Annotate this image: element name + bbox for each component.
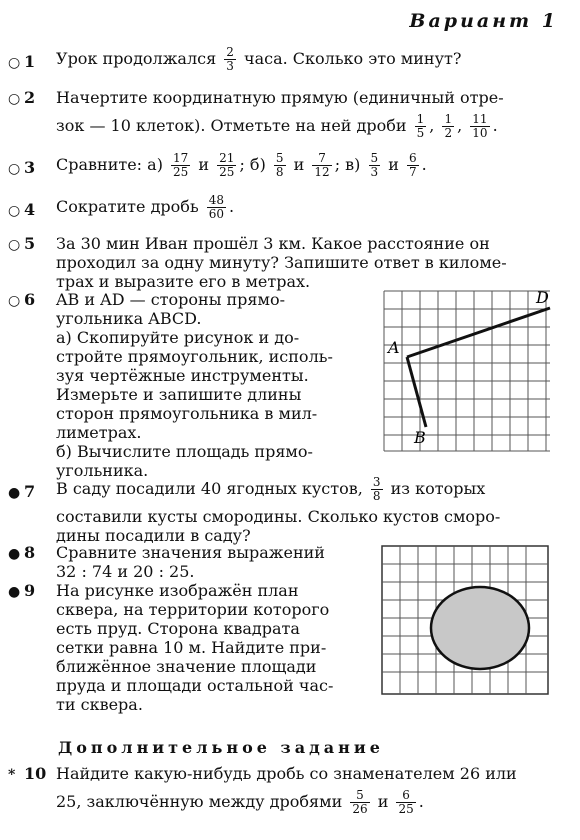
task-text: ближённое значение площади: [56, 657, 317, 676]
task-mark: ●: [8, 546, 21, 562]
task-mark: ○: [8, 55, 21, 71]
pond-shape: [431, 587, 529, 669]
task-text: Сократите дробь: [56, 197, 199, 216]
fraction: $\frac{11}{10}$: [472, 112, 488, 140]
fraction: $\frac{48}{60}$: [208, 193, 225, 221]
variant-header: Вариант 1: [409, 10, 558, 32]
task-text: За 30 мин Иван прошёл 3 км. Какое расстояние он: [56, 234, 490, 253]
task-text: угольника ABCD.: [56, 309, 202, 328]
fraction: $\frac{5}{8}$: [275, 151, 284, 179]
fraction: $\frac{5}{3}$: [370, 151, 379, 179]
task-number: 8: [24, 543, 36, 562]
task-text: Сравните значения выражений: [56, 543, 325, 562]
task-text: Измерьте и запишите длины: [56, 385, 302, 404]
task-mark: ○: [8, 161, 21, 177]
task-mark: ○: [8, 203, 21, 219]
fraction: $\frac{1}{2}$: [444, 112, 453, 140]
task-text: Сравните: а): [56, 155, 163, 174]
task-text: Начертите координатную прямую (единичный отре-: [56, 88, 504, 107]
point-label-d: D: [536, 288, 549, 307]
task-text: зуя чертёжные инструменты.: [56, 366, 309, 385]
fraction: $\frac{5}{26}$: [352, 788, 368, 816]
task-text: Урок продолжался: [56, 49, 217, 68]
fraction: $\frac{2}{3}$: [226, 45, 234, 73]
task-number: 9: [24, 581, 36, 600]
part-label: ; в): [334, 155, 361, 174]
rectangle-figure: [378, 287, 554, 455]
task-text: составили кусты смородины. Сколько кустов сморо-: [56, 507, 501, 526]
point-label-b: B: [414, 428, 426, 447]
task-text: б) Вычислите площадь прямо-: [56, 442, 313, 461]
task-mark: ○: [8, 293, 21, 309]
task-number: 5: [24, 234, 36, 253]
fraction: $\frac{3}{8}$: [372, 475, 381, 503]
part-label: ; б): [239, 155, 266, 174]
fraction: $\frac{1}{5}$: [416, 112, 425, 140]
task-mark: ●: [8, 485, 21, 501]
task-text: дины посадили в саду?: [56, 526, 251, 545]
fraction: $\frac{21}{25}$: [219, 151, 235, 179]
task-number: 3: [24, 158, 36, 177]
task-text: угольника.: [56, 461, 149, 480]
task-text: а) Скопируйте рисунок и до-: [56, 328, 300, 347]
conjunction: и: [198, 155, 210, 174]
task-text: пруда и площади остальной час-: [56, 676, 334, 695]
task-mark: *: [8, 767, 16, 783]
task-text: На рисунке изображён план: [56, 581, 299, 600]
conjunction: и: [377, 792, 389, 811]
task-text: В саду посадили 40 ягодных кустов,: [56, 479, 363, 498]
task-text: из которых: [390, 479, 486, 498]
task-text: сетки равна 10 м. Найдите при-: [56, 638, 327, 657]
point-label-a: A: [388, 338, 400, 357]
task-text: лиметрах.: [56, 423, 142, 442]
task-mark: ●: [8, 584, 21, 600]
extra-task-title: Дополнительное задание: [58, 738, 384, 757]
task-number: 7: [24, 482, 36, 501]
task-text: сторон прямоугольника в мил-: [56, 404, 318, 423]
conjunction: и: [388, 155, 399, 174]
fraction: $\frac{7}{12}$: [314, 151, 330, 179]
square-plan-figure: [378, 543, 554, 699]
task-mark: ○: [8, 91, 21, 107]
task-text: 25, заключённую между дробями: [56, 792, 343, 811]
task-text: трах и выразите его в метрах.: [56, 272, 311, 291]
task-text: проходил за одну минуту? Запишите ответ в киломе-: [56, 253, 507, 272]
task-text: ти сквера.: [56, 695, 143, 714]
task-text: стройте прямоугольник, исполь-: [56, 347, 333, 366]
task-text: 32 : 74 и 20 : 25.: [56, 562, 195, 581]
conjunction: и: [293, 155, 305, 174]
task-number: 10: [24, 764, 47, 783]
task-number: 6: [24, 290, 36, 309]
fraction: $\frac{17}{25}$: [173, 151, 189, 179]
fraction: $\frac{6}{7}$: [409, 151, 417, 179]
task-number: 2: [24, 88, 36, 107]
segment-ad: [407, 308, 550, 357]
task-mark: ○: [8, 237, 21, 253]
task-number: 1: [24, 52, 36, 71]
task-text: сквера, на территории которого: [56, 600, 330, 619]
task-text: зок — 10 клеток). Отметьте на ней дроби: [56, 116, 407, 135]
task-text: AB и AD — стороны прямо-: [56, 290, 285, 309]
task-text: часа. Сколько это минут?: [244, 49, 462, 68]
task-text: есть пруд. Сторона квадрата: [56, 619, 300, 638]
fraction: $\frac{6}{25}$: [398, 788, 414, 816]
task-number: 4: [24, 200, 36, 219]
task-text: Найдите какую-нибудь дробь со знаменателем 26 или: [56, 764, 517, 783]
worksheet-page: Вариант 1 ○ 1 Урок продолжался $\frac{2}{3}$ часа. Сколько это минут? ○ 2 Начертите координатную прямую (единичный отре- зок — 10 клеток). Отметьте на ней дроби $\frac{1}{5}$ , $\frac{1}{2}$ , $\frac{11}{10}$ . ○ 3 Сравните: а) $\frac{17}{25}$ и $\frac{21}{25}$ ; б) $\frac{5}{8}$ и $\frac{7}{12}$ ; в) $\frac{5}{3}$ и $\frac{6}{7}$ . ○ 4 Сократите дробь $\frac{48}{60}$ . ○ 5 За 30 мин Иван прошёл 3 км. Какое расстояние он проходил за одну минуту? Запишите ответ в киломе- трах и выразите его в метрах. ○ 6 AB и AD — стороны прямо- угольника ABCD. а) Скопируйте рисунок и до- стройте прямоугольник, исполь- зуя чертёжные инструменты. Измерьте и запишите длины сторон прямоугольника в мил- лиметрах. б) Вычислите площадь прямо- угольника. A B D ● 7 В саду посадили 40 ягодных кустов, $\frac{3}{8}$ из которых составили кусты смородины. Сколько кустов сморо- дины посадили в саду? ● 8 Сравните значения выражений 32 : 74 и 20 : 25. ● 9 На рисунке изображён план сквера, на территории которого есть пруд. Сторона квадрата сетки равна 10 м. Найдите при- ближённое значение площади пруда и площади остальной час- ти сквера. Дополнительное задание * 10 Найдите какую-нибудь дробь со знаменателем 26 или 25, заключённую между дробями $\frac{5}{26}$ и $\frac{6}{25}$ .: [8, 10, 558, 816]
